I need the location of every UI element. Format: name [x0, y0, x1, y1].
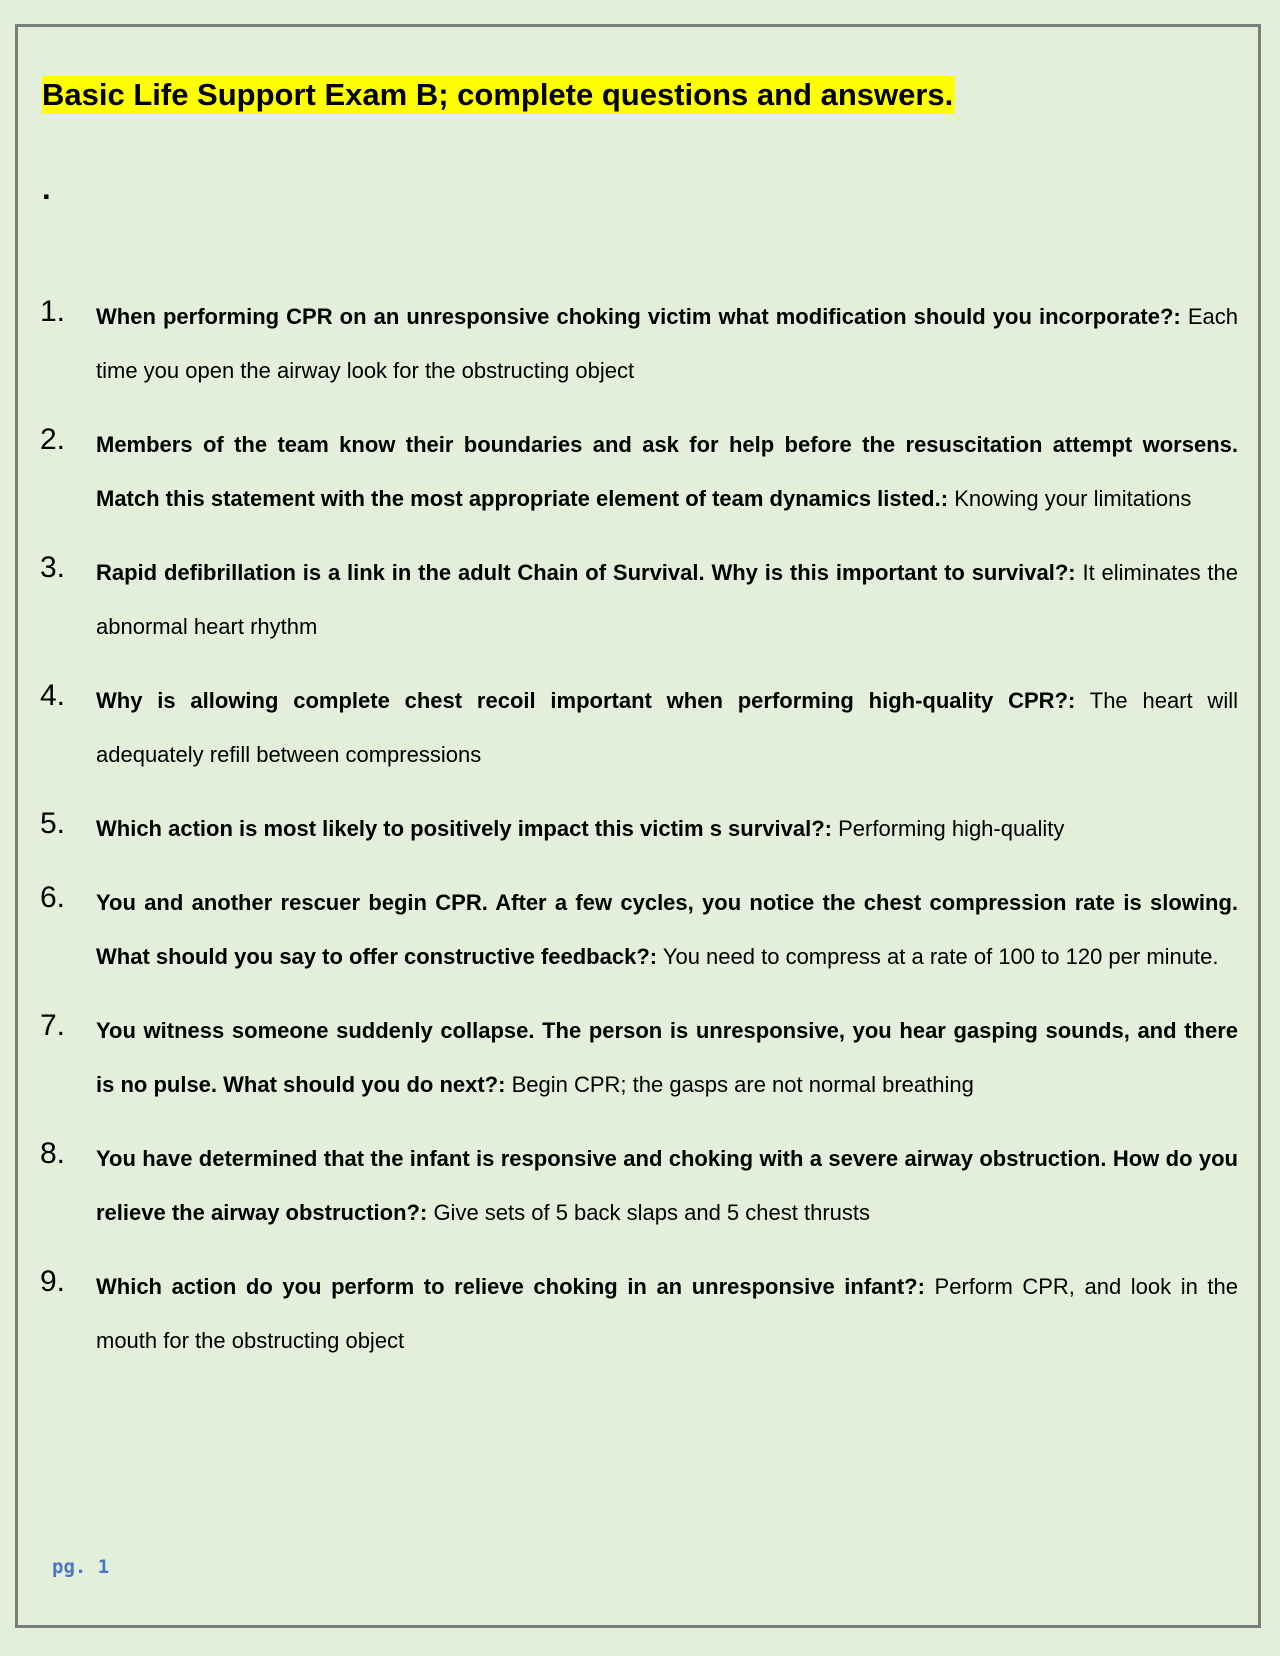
question-text: You and another rescuer begin CPR. After a few cycles, you notice the chest compression rate is slowing. What should you say to offer constructive feedback?: [96, 890, 1238, 969]
question-text-block [96, 418, 1238, 526]
page-number: pg. 1 [52, 1556, 110, 1578]
question-item [40, 1132, 1238, 1240]
question-text: Which action is most likely to positively impact this victim s survival?: [96, 816, 832, 841]
question-number: 3. [40, 551, 66, 584]
answer-text: Each time you open the airway look for the obstructing object [96, 304, 1238, 383]
question-text: Why is allowing complete chest recoil important when performing high-quality CPR?: [96, 688, 1076, 713]
question-number: 1. [40, 295, 66, 328]
question-number: 7. [40, 1009, 66, 1042]
question-item [40, 802, 1238, 856]
question-text-block [96, 1004, 1238, 1112]
question-item [40, 674, 1238, 782]
answer-text: Performing high-quality [838, 816, 1065, 841]
question-number: 4. [40, 679, 66, 712]
question-item [40, 546, 1238, 654]
question-text-block [96, 546, 1238, 654]
question-text: Members of the team know their boundaries and ask for help before the resuscitation attempt worsens. Match this statement with the most appropriate element of team dynamics listed.: [96, 432, 1238, 511]
question-number: 8. [40, 1137, 66, 1170]
question-text: Rapid defibrillation is a link in the adult Chain of Survival. Why is this important to survival?: [96, 560, 1076, 585]
answer-text: You need to compress at a rate of 100 to 120 per minute. [662, 944, 1219, 969]
question-item [40, 876, 1238, 984]
question-number: 6. [40, 881, 66, 914]
answer-text: The heart will adequately refill between compressions [96, 688, 1238, 767]
document-title: Basic Life Support Exam B; complete questions and answers. [42, 77, 954, 112]
question-text: Which action do you perform to relieve choking in an unresponsive infant?: [96, 1274, 925, 1299]
answer-text: It eliminates the abnormal heart rhythm [96, 560, 1238, 639]
question-text-block [96, 290, 1238, 398]
question-text-block [96, 802, 1238, 856]
question-text-block [96, 876, 1238, 984]
question-text-block [96, 1260, 1238, 1368]
question-item [40, 1260, 1238, 1368]
question-text: You have determined that the infant is responsive and choking with a severe airway obstruction. How do you relieve the airway obstruction?: [96, 1146, 1238, 1225]
question-text-block [96, 674, 1238, 782]
question-item [40, 418, 1238, 526]
question-text: You witness someone suddenly collapse. The person is unresponsive, you hear gasping sounds, and there is no pulse. What should you do next?: [96, 1018, 1238, 1097]
answer-text: Knowing your limitations [954, 486, 1192, 511]
question-item [40, 1004, 1238, 1112]
stray-mark: . [42, 171, 51, 206]
question-number: 2. [40, 423, 66, 456]
answer-text: Give sets of 5 back slaps and 5 chest thrusts [433, 1200, 870, 1225]
answer-text: Begin CPR; the gasps are not normal breathing [511, 1072, 974, 1097]
question-number: 9. [40, 1265, 66, 1298]
question-item [40, 290, 1238, 398]
question-list [40, 290, 1238, 1388]
question-text-block [96, 1132, 1238, 1240]
question-text: When performing CPR on an unresponsive choking victim what modification should you incorporate?: [96, 304, 1181, 329]
answer-text: Perform CPR, and look in the mouth for the obstructing object [96, 1274, 1238, 1353]
question-number: 5. [40, 807, 66, 840]
